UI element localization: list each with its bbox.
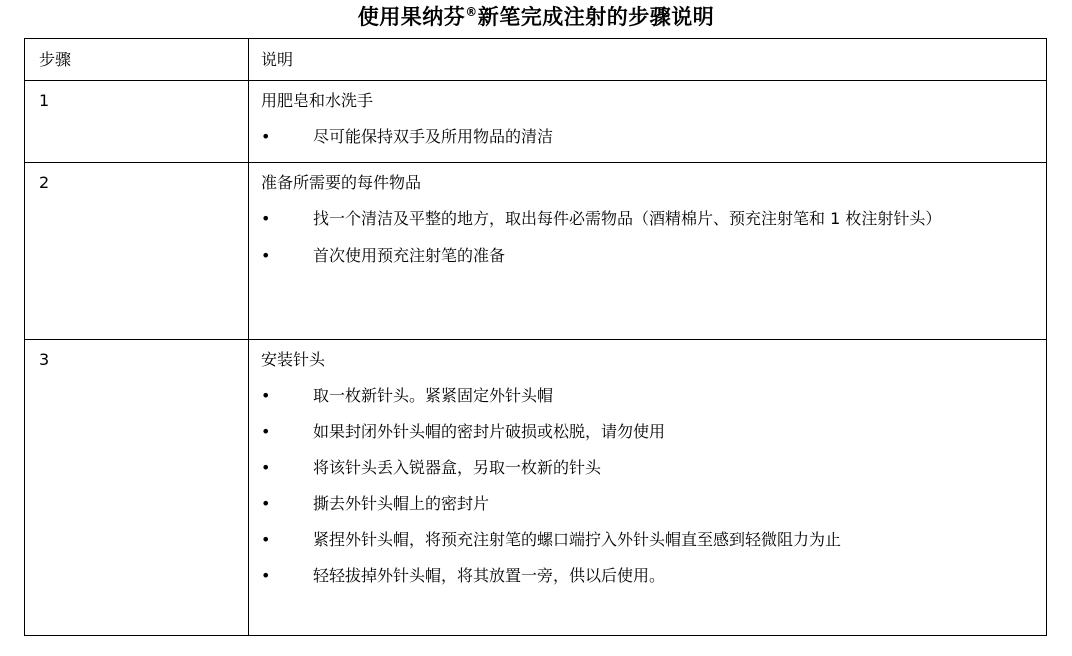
list-item: • 尽可能保持双手及所用物品的清洁	[261, 127, 554, 146]
bullet-dot: •	[261, 386, 271, 405]
list-item: • 取一枚新针头。紧紧固定外针头帽	[261, 386, 554, 405]
step-number: 2	[25, 163, 249, 340]
step-description	[249, 163, 1047, 340]
registered-mark: ®	[465, 5, 478, 19]
list-item: • 紧捏外针头帽，将预充注射笔的螺口端拧入外针头帽直至感到轻微阻力为止	[261, 530, 842, 549]
table-header-row	[25, 39, 1047, 81]
list-item: • 首次使用预充注射笔的准备	[261, 246, 506, 265]
step-number: 1	[25, 81, 249, 163]
step-description	[249, 340, 1047, 636]
bullet-dot: •	[261, 209, 271, 228]
step-heading: 安装针头	[261, 350, 326, 369]
step-heading: 用肥皂和水洗手	[261, 91, 374, 110]
title-rest: 新笔完成注射的步骤说明	[477, 5, 715, 29]
bullet-dot: •	[261, 458, 271, 477]
step-description	[249, 81, 1047, 163]
step-heading: 准备所需要的每件物品	[261, 173, 422, 192]
list-item: • 轻轻拔掉外针头帽，将其放置一旁，供以后使用。	[261, 566, 666, 585]
step-number: 3	[25, 340, 249, 636]
header-step: 步骤	[25, 39, 249, 81]
list-item: • 将该针头丢入锐器盒，另取一枚新的针头	[261, 458, 602, 477]
page-title	[0, 2, 1072, 32]
table-row	[25, 81, 1047, 163]
header-description: 说明	[249, 39, 1047, 81]
table-row	[25, 340, 1047, 636]
bullet-dot: •	[261, 127, 271, 146]
title-main: 使用果纳芬	[357, 5, 466, 29]
list-item: • 找一个清洁及平整的地方，取出每件必需物品（酒精棉片、预充注射笔和 1 枚注射针头）	[261, 199, 1046, 239]
steps-table	[24, 38, 1047, 636]
table-row	[25, 163, 1047, 340]
bullet-dot: •	[261, 530, 271, 549]
list-item: • 撕去外针头帽上的密封片	[261, 494, 490, 513]
bullet-dot: •	[261, 494, 271, 513]
bullet-dot: •	[261, 246, 271, 265]
bullet-dot: •	[261, 422, 271, 441]
list-item: • 如果封闭外针头帽的密封片破损或松脱，请勿使用	[261, 422, 666, 441]
bullet-dot: •	[261, 566, 271, 585]
